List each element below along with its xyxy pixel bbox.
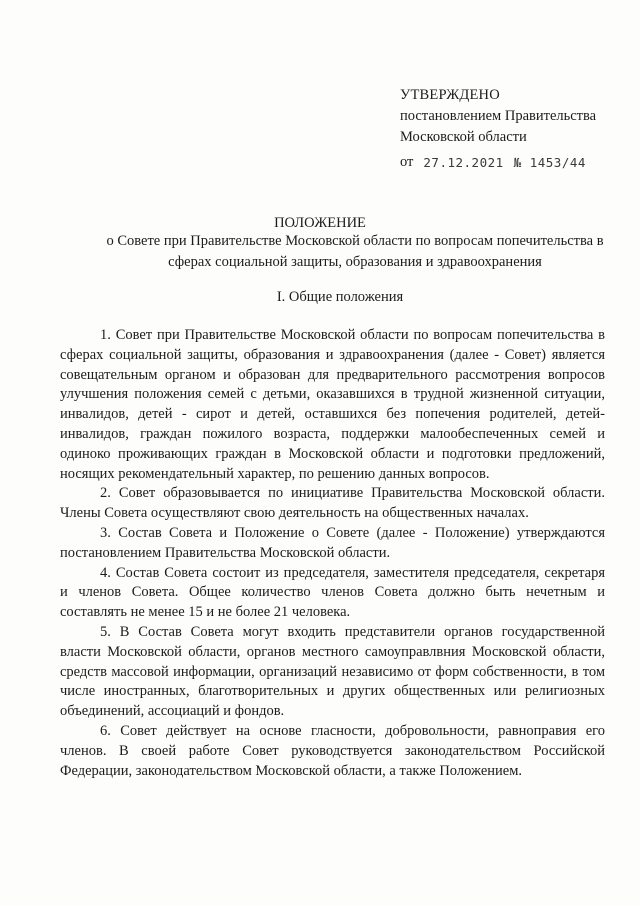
paragraph-3: 3. Состав Совета и Положение о Совете (далее - Положение) утверждаются постановлением Правительства Московской области. bbox=[60, 524, 605, 561]
approval-date-row bbox=[400, 152, 596, 173]
paragraph-2: 2. Совет образовывается по инициативе Правительства Московской области. Члены Совета осуществляют свою деятельность на общественных началах. bbox=[60, 485, 605, 522]
approval-line-2: Московской области bbox=[400, 129, 527, 145]
paragraph-1: 1. Совет при Правительстве Московской области по вопросам попечительства в сферах социальной защиты, образования и здравоохранения (далее - Совет) является совещательным органом и образован для предварительного рассмотрения вопросов улучшения положения семей с детьми, оказавшихся в трудной жизненной ситуации, инвалидов, детей - сирот и детей, оставшихся без попечения родителей, детей-инвалидов, граждан пожилого возраста, поддержки малообеспеченных семей и одиноко проживающих граждан в Московской области и подготовки предложений, носящих рекомендательный характер, по решению данных вопросов. bbox=[60, 327, 605, 482]
approval-line-1: постановлением Правительства bbox=[400, 108, 597, 124]
document-title: ПОЛОЖЕНИЕ bbox=[274, 215, 366, 231]
approval-number: № 1453/44 bbox=[513, 155, 586, 170]
approval-heading: УТВЕРЖДЕНО bbox=[400, 87, 500, 103]
approval-stamp bbox=[400, 85, 596, 173]
approval-date: 27.12.2021 bbox=[423, 155, 504, 170]
section-heading: I. Общие положения bbox=[276, 289, 404, 305]
paragraph-5: 5. В Состав Совета могут входить представители органов государственной власти Московской области, органов местного самоуправлвния Московской области, средств массовой информации, организаций независимо от форм собственности, в том числе иностранных, благотворительных и других общественных или религиозных объединений, ассоциаций и фондов. bbox=[60, 623, 605, 720]
paragraph-4: 4. Состав Совета состоит из председателя, заместителя председателя, секретаря и членов Совета. Общее количество членов Совета должно быть нечетным и составлять не менее 15 и не более 21 человека. bbox=[60, 564, 605, 621]
document-subtitle: о Совете при Правительстве Московской области по вопросам попечительства в сферах социальной защиты, образования и здравоохранения bbox=[106, 233, 604, 270]
document-body bbox=[60, 326, 605, 781]
approval-date-prefix: от bbox=[400, 154, 414, 170]
paragraph-6: 6. Совет действует на основе гласности, добровольности, равноправия его членов. В своей работе Совет руководствуется законодательством Российской Федерации, законодательством Московской области, а также Положением. bbox=[60, 722, 605, 779]
